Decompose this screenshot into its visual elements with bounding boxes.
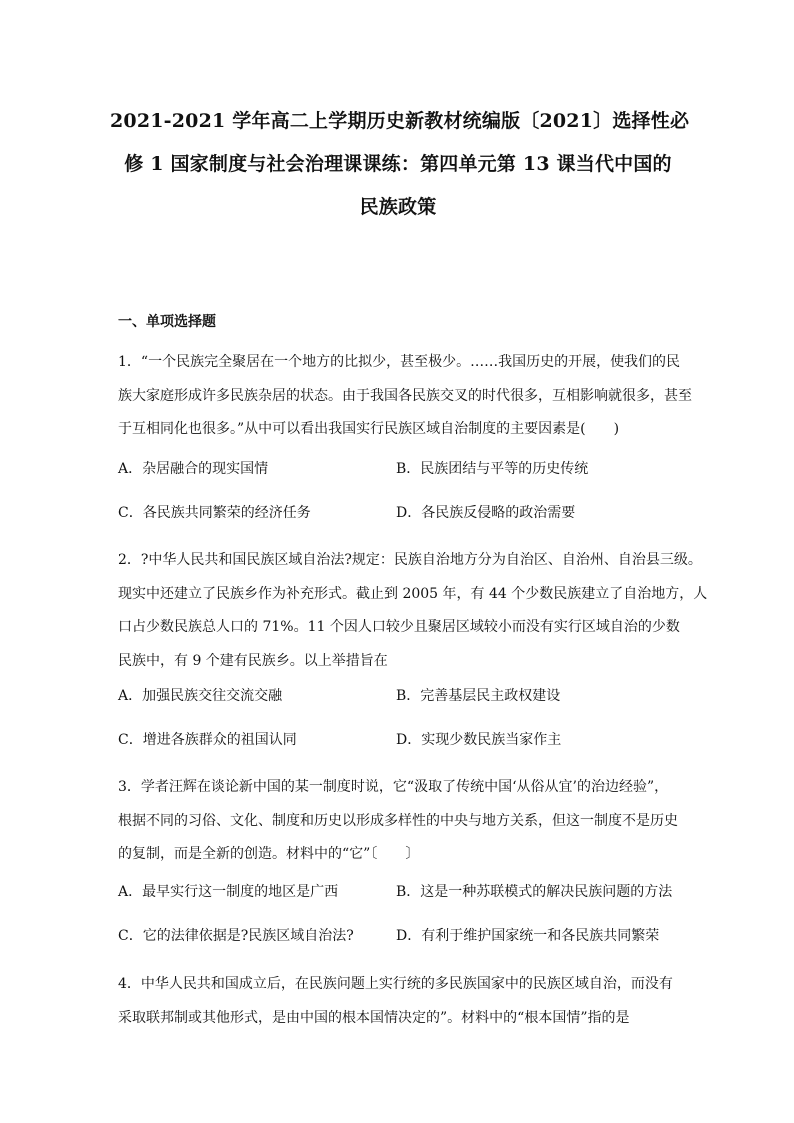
option-d: D．各民族反侵略的政治需要 (396, 505, 576, 521)
section-heading: 一、单项选择题 (118, 314, 216, 330)
option-b: B．民族团结与平等的历史传统 (396, 461, 589, 477)
question-2-options (118, 685, 678, 773)
question-4-stem (118, 968, 678, 1035)
title-line: 2021-2021 学年高二上学期历史新教材统编版〔2021〕选择性必 (110, 110, 690, 132)
option-c: C．增进各族群众的祖国认同 (118, 732, 297, 748)
question-1-options (118, 458, 678, 546)
question-line: 现实中还建立了民族乡作为补充形式。截止到 2005 年，有 44 个少数民族建立了自治地方，人 (118, 585, 708, 602)
question-line: 采取联邦制或其他形式，是由中国的根本国情决定的”。材料中的“根本国情”指的是 (118, 1009, 630, 1026)
question-line: 的复制，而是全新的创造。材料中的“它”〔 〕 (118, 846, 420, 862)
document-title (110, 100, 690, 229)
question-line: 2．?中华人民共和国民族区域自治法?规定：民族自治地方分为自治区、自治州、自治县三级。 (118, 552, 702, 568)
question-3-stem (118, 771, 678, 872)
question-1-stem (118, 346, 692, 447)
title-line: 民族政策 (359, 196, 437, 218)
question-line: 民族中，有 9 个建有民族乡。以上举措旨在 (118, 652, 388, 669)
option-row (118, 729, 678, 773)
question-line: 族大家庭形成许多民族杂居的状态。由于我国各民族交叉的时代很多，互相影响就很多，甚至 (118, 387, 692, 404)
option-d: D．实现少数民族当家作主 (396, 732, 562, 748)
question-line: 于互相同化也很多。”从中可以看出我国实行民族区域自治制度的主要因素是( ) (118, 421, 620, 437)
option-c: C．它的法律依据是?民族区域自治法? (118, 928, 354, 944)
option-row (118, 502, 678, 546)
option-b: B．这是一种苏联模式的解决民族问题的方法 (396, 884, 673, 900)
question-line: 口占少数民族总人口的 71%。11 个因人口较少且聚居区域较小而没有实行区域自治的少数 (118, 619, 680, 635)
question-2-stem (118, 544, 708, 678)
option-b: B．完善基层民主政权建设 (396, 688, 561, 704)
option-row (118, 458, 678, 502)
option-a: A．最早实行这一制度的地区是广西 (118, 884, 339, 900)
option-a: A．杂居融合的现实国情 (118, 461, 269, 477)
question-line: 1．“一个民族完全聚居在一个地方的比拟少，甚至极少。……我国历史的开展，使我们的民 (118, 354, 681, 370)
option-row (118, 685, 678, 729)
option-d: D．有利于维护国家统一和各民族共同繁荣 (396, 928, 660, 944)
option-row (118, 881, 678, 925)
question-line: 3．学者汪辉在谈论新中国的某一制度时说，它“汲取了传统中国‘从俗从宜’的治边经验”， (118, 779, 669, 795)
question-3-options (118, 881, 678, 969)
title-line: 修 1 国家制度与社会治理课课练：第四单元第 13 课当代中国的 (124, 153, 672, 175)
question-line: 根据不同的习俗、文化、制度和历史以形成多样性的中央与地方关系，但这一制度不是历史 (118, 812, 678, 829)
option-a: A．加强民族交往交流交融 (118, 688, 283, 704)
option-c: C．各民族共同繁荣的经济任务 (118, 505, 311, 521)
question-line: 4．中华人民共和国成立后，在民族问题上实行统的多民族国家中的民族区域自治，而没有 (118, 976, 673, 992)
option-row (118, 925, 678, 969)
